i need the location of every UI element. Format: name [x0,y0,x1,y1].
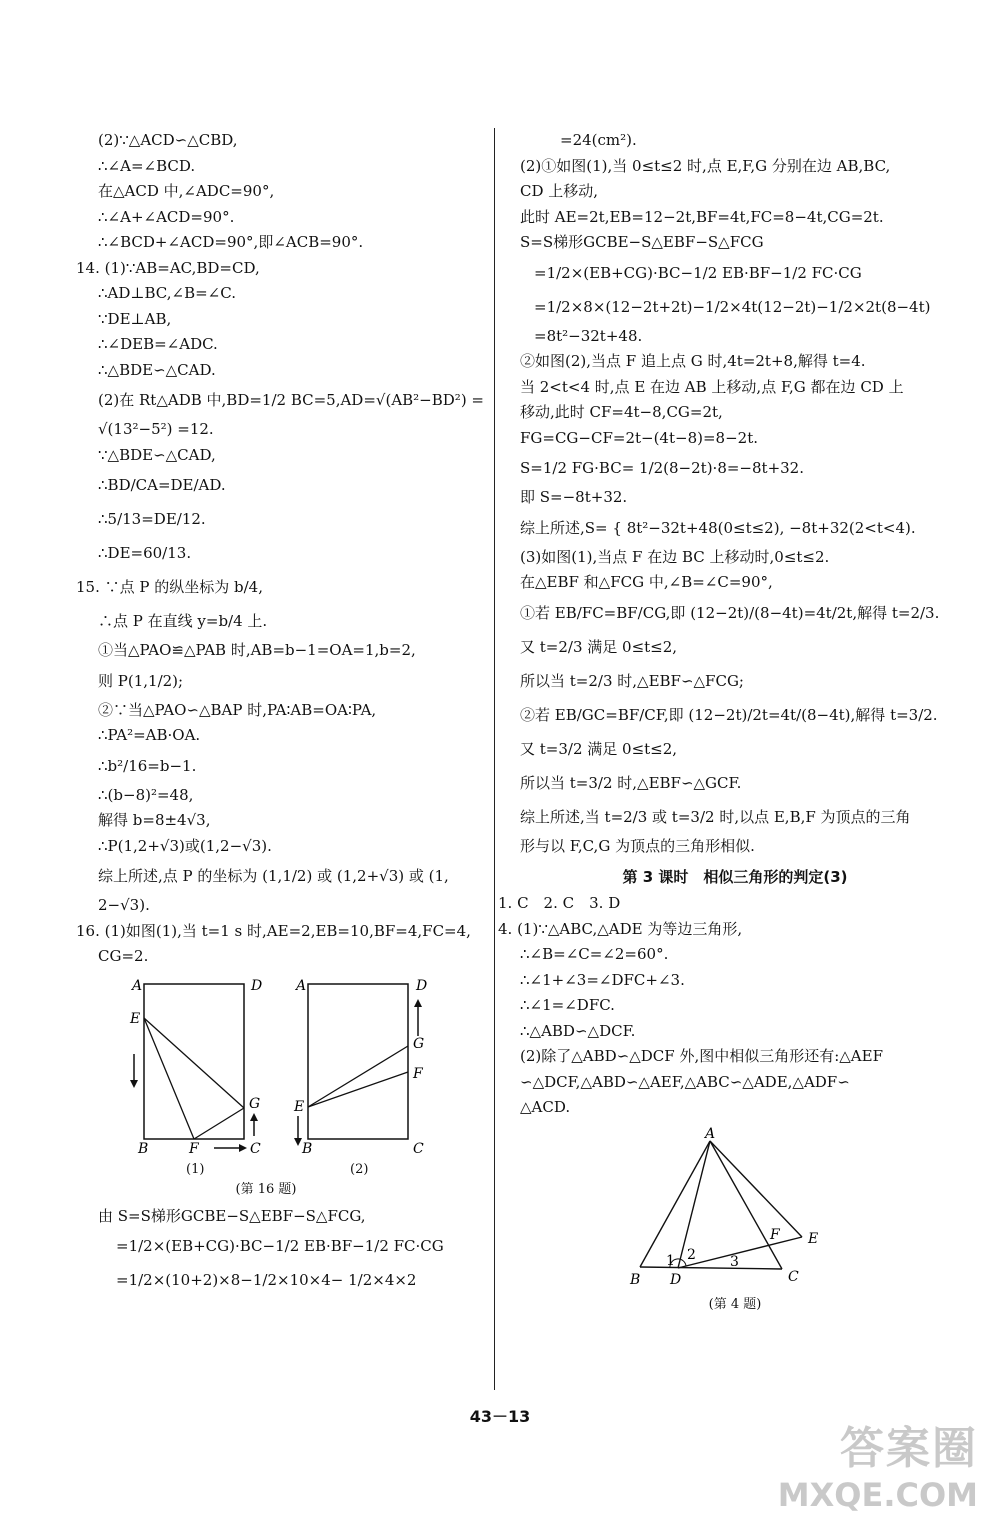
text-line: 2−√3). [98,896,150,914]
arrow-down-head-icon [130,1080,138,1088]
text-line: ∴P(1,2+√3)或(1,2−√3). [98,836,272,855]
column-divider [494,128,495,1390]
segment-AB [640,1141,710,1267]
text-line: √(13²−5²) =12. [98,420,214,438]
question-15: 15. ∵点 P 的纵坐标为 b/4, [76,578,263,596]
text-line: (2)①如图(1),当 0≤t≤2 时,点 E,F,G 分别在边 AB,BC, [520,156,891,175]
text-line: =1/2×(10+2)×8−1/2×10×4− 1/2×4×2 [116,1271,417,1289]
text-line: 所以当 t=3/2 时,△EBF∽△GCF. [520,773,742,792]
arrow-up-head-icon [414,999,422,1007]
question-14: 14. (1)∵AB=AC,BD=CD, [76,258,260,277]
point-label: G [413,1035,425,1052]
text-line: 在△EBF 和△FCG 中,∠B=∠C=90°, [520,573,773,591]
text-line: ∴∠A+∠ACD=90°. [98,207,235,226]
text-line: ∴∠DEB=∠ADC. [98,335,218,353]
text-line: CG=2. [98,947,149,965]
arrow-up-head-icon [250,1113,258,1121]
text-line: 解得 b=8±4√3, [98,811,211,829]
text-line: 当 2<t<4 时,点 E 在边 AB 上移动,点 F,G 都在边 CD 上 [520,377,904,396]
angle-label: 2 [687,1246,696,1263]
rectangle-1 [144,984,244,1139]
figure-16-diagram [76,976,476,1156]
text-line: (2)在 Rt△ADB 中,BD=1/2 BC=5,AD=√(AB²−BD²) = [98,391,485,409]
point-label: D [416,977,428,994]
text-line: ∴DE=60/13. [98,544,192,562]
segment-EF [144,1018,194,1139]
text-line: (3)如图(1),当点 F 在边 BC 上移动时,0≤t≤2. [520,547,830,566]
text-line: ∴点 P 在直线 y=b/4 上. [98,612,268,630]
point-label: C [788,1268,799,1285]
point-label: G [249,1095,261,1112]
point-label: B [630,1271,641,1288]
text-line: ∴BD/CA=DE/AD. [98,476,226,494]
segment-DE [678,1237,802,1268]
text-line: 则 P(1,1/2); [98,671,184,690]
text-line: 综上所述,S= { 8t²−32t+48(0≤t≤2), −8t+32(2<t<4). [520,518,916,537]
text-line: ∴∠BCD+∠ACD=90°,即∠ACB=90°. [98,233,364,251]
text-line: ②若 EB/GC=BF/CF,即 (12−2t)/2t=4t/(8−4t),解得 t=3/2. [520,705,938,724]
point-label: A [296,977,307,994]
point-label: A [705,1126,716,1142]
figure-4-caption: (第 4 题) [708,1296,762,1312]
section-heading: 第 3 课时 相似三角形的判定(3) [622,868,848,886]
text-line: 所以当 t=2/3 时,△EBF∽△FCG; [520,671,744,690]
right-column [498,128,950,1319]
arrow-down-head-icon [294,1138,302,1146]
text-line: 综上所述,当 t=2/3 或 t=3/2 时,以点 E,B,F 为顶点的三角 [520,807,911,826]
text-line: ∴∠1=∠DFC. [520,996,615,1014]
segment-FG [194,1108,244,1139]
watermark [778,1412,978,1514]
point-label: E [130,1010,141,1027]
question-4: 4. (1)∵△ABC,△ADE 为等边三角形, [498,919,743,938]
rectangle-2 [308,984,408,1139]
point-label: F [413,1065,423,1082]
text-line: △ACD. [520,1098,571,1116]
point-label: C [413,1140,424,1156]
point-label: F [189,1140,199,1156]
segment-BC [640,1267,782,1269]
text-line: 此时 AE=2t,EB=12−2t,BF=4t,FC=8−4t,CG=2t. [520,207,884,226]
text-line: ∽△DCF,△ABD∽△AEF,△ABC∽△ADE,△ADF∽ [520,1072,850,1091]
text-line: ②∵当△PAO∽△BAP 时,PA∶AB=OA∶PA, [98,700,377,719]
figure-4 [520,1127,950,1315]
text-line: 即 S=−8t+32. [520,488,628,506]
text-line: ①当△PAO≌△PAB 时,AB=b−1=OA=1,b=2, [98,641,416,659]
point-label: F [770,1226,780,1243]
text-line: 综上所述,点 P 的坐标为 (1,1/2) 或 (1,2+√3) 或 (1, [98,867,449,885]
sub-caption: (1) [186,1161,205,1177]
point-label: B [138,1140,149,1156]
text-line: ∴△BDE∽△CAD. [98,360,216,379]
arrow-right-head-icon [239,1144,247,1152]
text-line: ∴b²/16=b−1. [98,756,197,775]
segment-EG [144,1018,244,1108]
text-line: CD 上移动, [520,182,599,200]
text-line: 又 t=2/3 满足 0≤t≤2, [520,637,678,656]
text-line: ∴△ABD∽△DCF. [520,1021,636,1040]
text-line: ∴PA²=AB·OA. [98,726,201,744]
text-line: ∴∠1+∠3=∠DFC+∠3. [520,970,685,989]
text-line: ∴∠A=∠BCD. [98,156,196,175]
point-label: E [294,1098,305,1115]
text-line: 在△ACD 中,∠ADC=90°, [98,182,275,200]
text-line: =8t²−32t+48. [534,326,643,345]
point-label: C [250,1140,261,1156]
text-line: 移动,此时 CF=4t−8,CG=2t, [520,403,723,421]
text-line: ∴AD⊥BC,∠B=∠C. [98,284,236,302]
text-line: ∴∠B=∠C=∠2=60°. [520,945,669,963]
text-line: 形与以 F,C,G 为顶点的三角形相似. [520,836,755,855]
question-16: 16. (1)如图(1),当 t=1 s 时,AE=2,EB=10,BF=4,FC=4, [76,921,471,940]
text-line: =1/2×8×(12−2t+2t)−1/2×4t(12−2t)−1/2×2t(8−4t) [534,297,931,316]
text-line: ∵△BDE∽△CAD, [98,445,216,464]
text-line: =1/2×(EB+CG)·BC−1/2 EB·BF−1/2 FC·CG [534,263,862,282]
text-line: =1/2×(EB+CG)·BC−1/2 EB·BF−1/2 FC·CG [116,1237,444,1255]
text-line: 由 S=S梯形GCBE−S△EBF−S△FCG, [98,1206,366,1225]
text-line: ∵DE⊥AB, [98,309,172,328]
text-line: ∴5/13=DE/12. [98,510,206,528]
page-number: 43－13 [469,1407,531,1426]
text-line: (2)∵△ACD∽△CBD, [98,131,238,149]
figure-4-diagram [520,1127,950,1297]
segment-EG [308,1046,408,1107]
point-label: B [302,1140,313,1156]
point-label: E [808,1230,819,1247]
figure-16-caption: (第 16 题) [235,1181,297,1197]
angle-label: 1 [666,1252,675,1269]
text-line: S=S梯形GCBE−S△EBF−S△FCG [520,233,764,251]
text-line: ②如图(2),当点 F 追上点 G 时,4t=2t+8,解得 t=4. [520,352,866,370]
text-line: ∴(b−8)²=48, [98,785,194,804]
point-label: A [132,977,143,994]
text-line: FG=CG−CF=2t−(4t−8)=8−2t. [520,428,758,447]
text-line: 又 t=3/2 满足 0≤t≤2, [520,739,678,758]
watermark-logo-text: 答案圈 [840,1423,978,1474]
text-line: =24(cm²). [560,131,637,149]
point-label: D [670,1271,682,1288]
text-line: S=1/2 FG·BC= 1/2(8−2t)·8=−8t+32. [520,459,804,477]
figure-16-sublabels [76,1160,481,1180]
text-line: ①若 EB/FC=BF/CG,即 (12−2t)/(8−4t)=4t/2t,解得 t=2/3. [520,603,940,622]
left-column [76,128,485,1297]
text-line: (2)除了△ABD∽△DCF 外,图中相似三角形还有:△AEF [520,1047,883,1065]
sub-caption: (2) [350,1161,369,1177]
answers-1-3: 1. C 2. C 3. D [498,894,621,912]
figure-16 [76,976,481,1200]
angle-label: 3 [730,1253,739,1270]
watermark-url: MXQE.COM [777,1476,978,1514]
point-label: D [251,977,263,994]
